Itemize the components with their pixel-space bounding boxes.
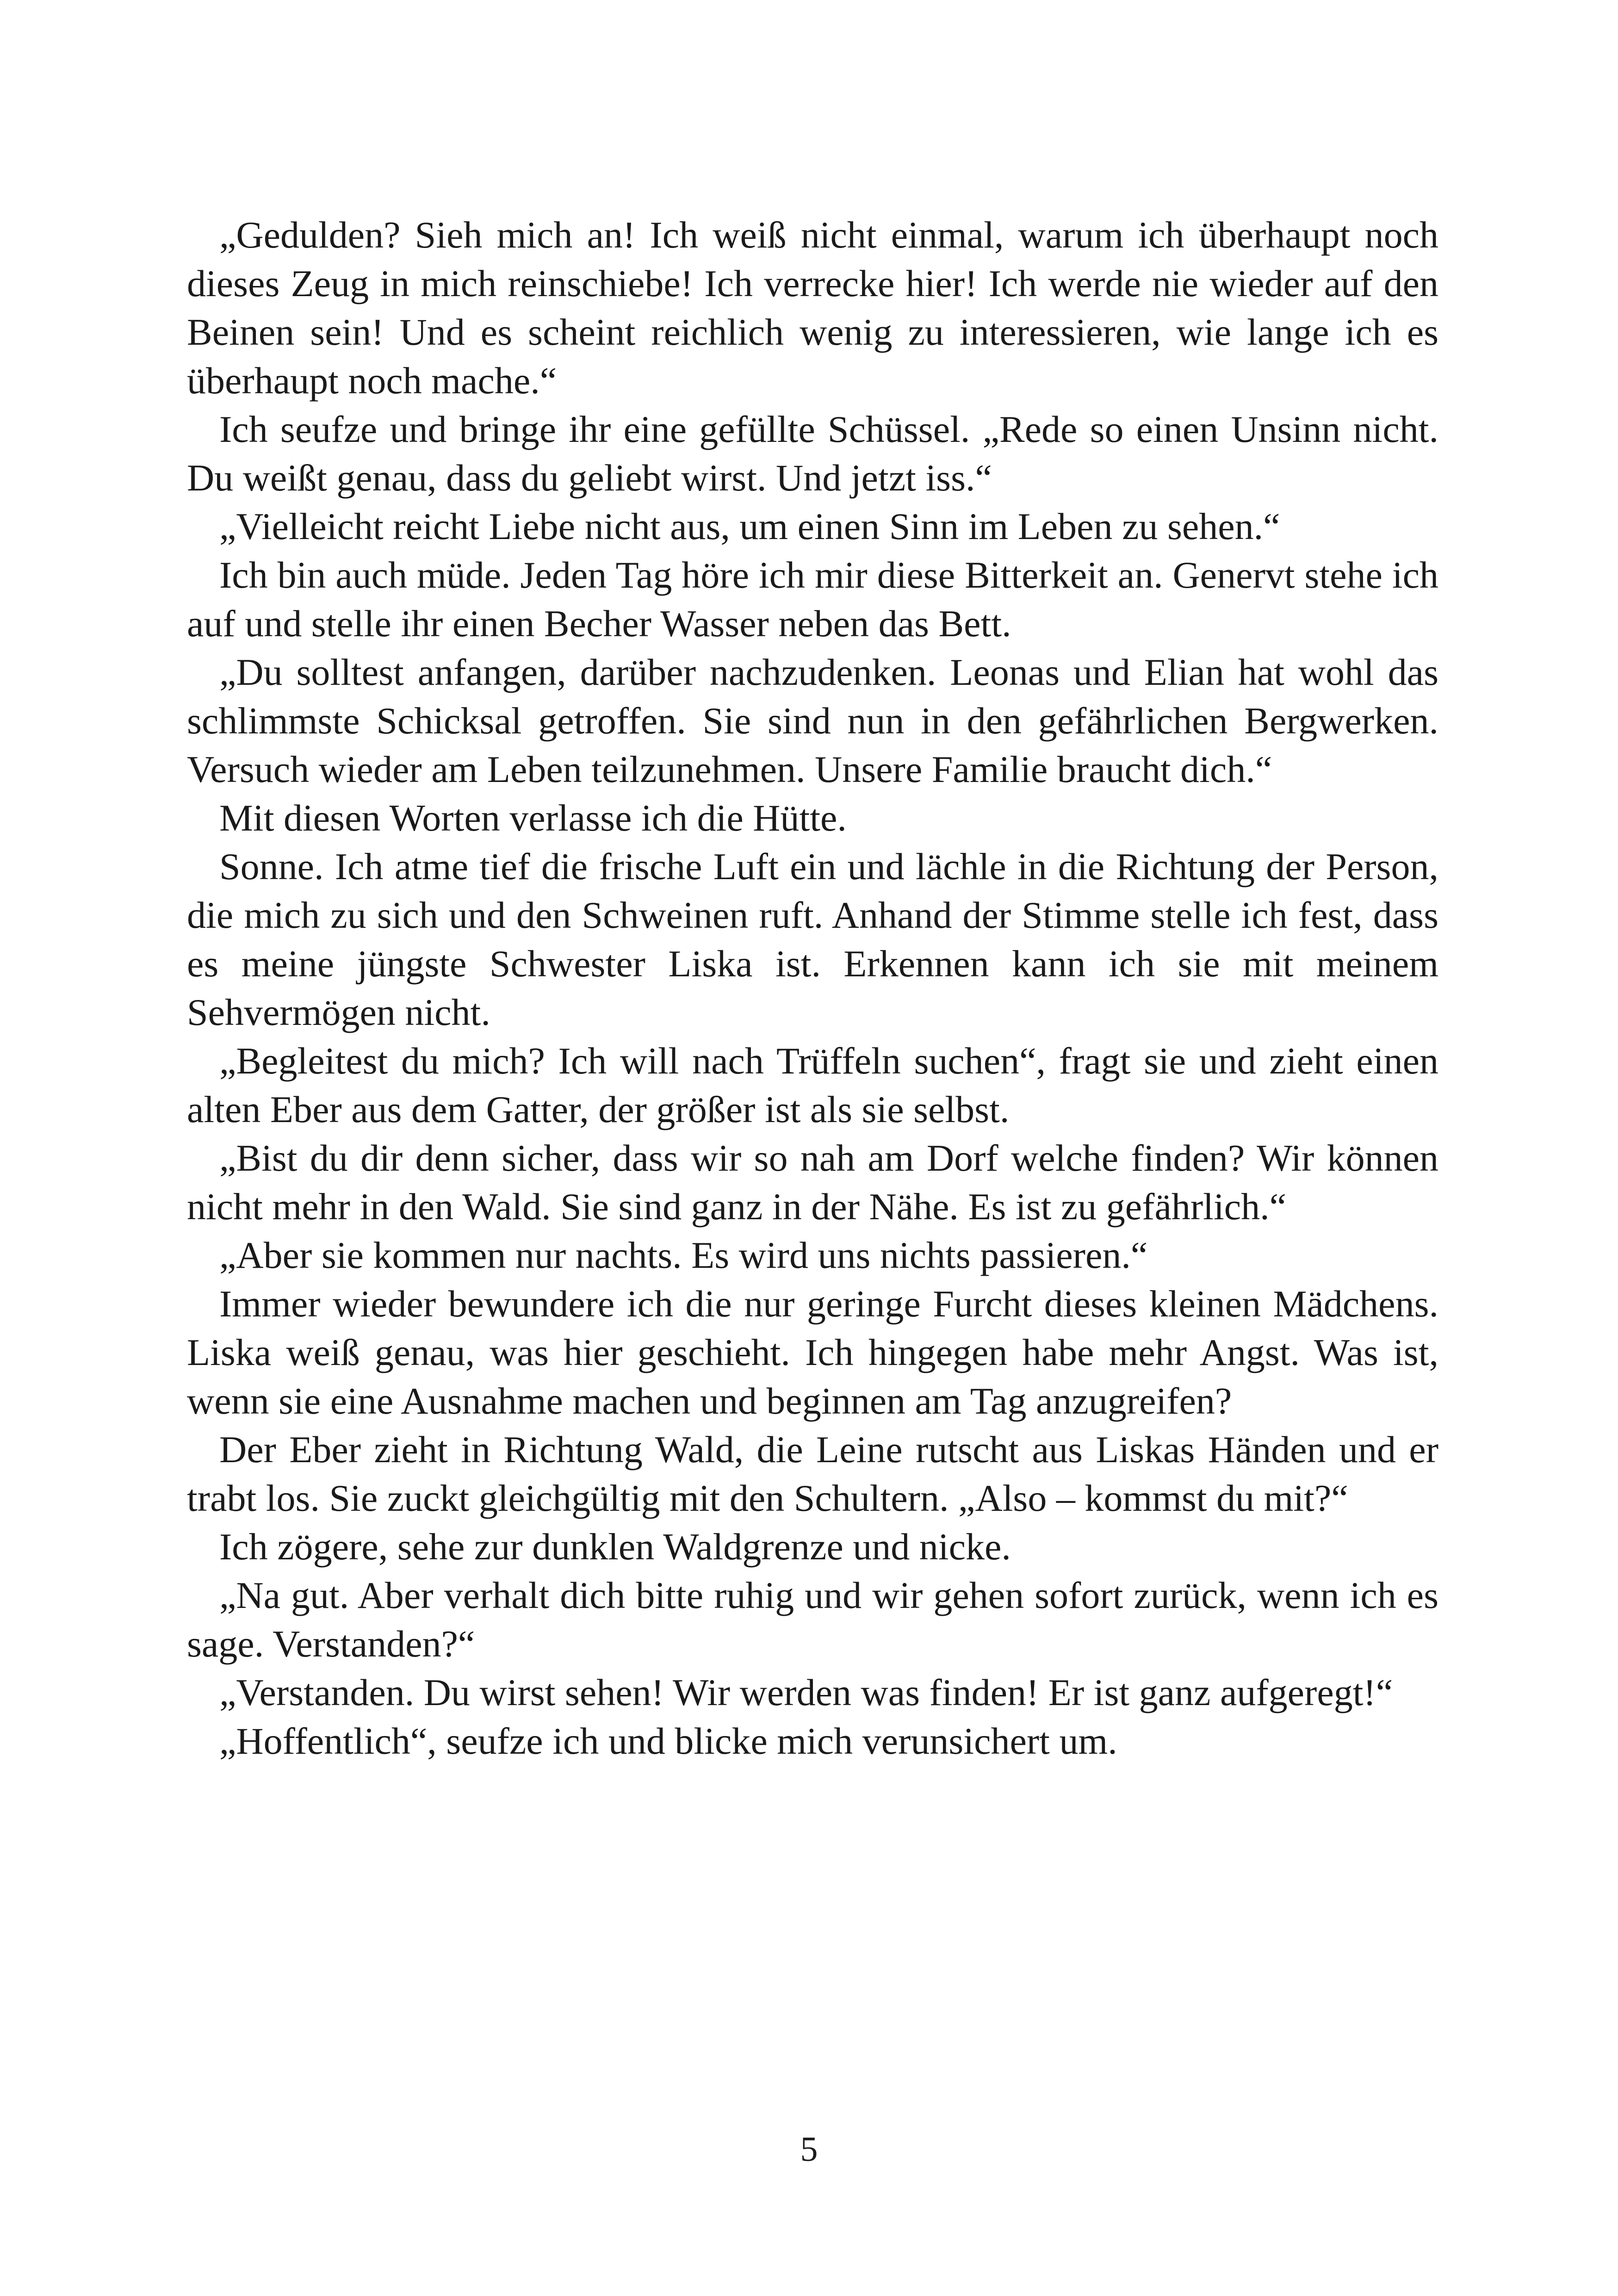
paragraph: „Bist du dir denn sicher, dass wir so nah am Dorf welche finden? Wir können nicht mehr in den Wald. Sie sind ganz in der Nähe. Es ist zu gefährlich.“ — [187, 1137, 1438, 1228]
paragraph: „Hoffentlich“, seufze ich und blicke mich verunsichert um. — [219, 1720, 1117, 1762]
paragraph: Der Eber zieht in Richtung Wald, die Leine rutscht aus Liskas Händen und er trabt los. Sie zuckt gleichgültig mit den Schultern. „Also – kommst du mit?“ — [187, 1428, 1438, 1519]
body-text — [187, 211, 1438, 1765]
paragraph: „Du solltest anfangen, darüber nachzudenken. Leonas und Elian hat wohl das schlimmste Schicksal getroffen. Sie sind nun in den gefährlichen Bergwerken. Versuch wieder am Leben teilzunehmen. Unsere Familie braucht dich.“ — [187, 651, 1438, 790]
page-number: 5 — [800, 2130, 818, 2169]
paragraph: „Aber sie kommen nur nachts. Es wird uns nichts passieren.“ — [219, 1234, 1148, 1276]
paragraph: „Verstanden. Du wirst sehen! Wir werden was finden! Er ist ganz aufgeregt!“ — [219, 1671, 1393, 1713]
paragraph: Ich bin auch müde. Jeden Tag höre ich mir diese Bitterkeit an. Genervt stehe ich auf und stelle ihr einen Becher Wasser neben das Bett. — [187, 554, 1438, 645]
paragraph: Sonne. Ich atme tief die frische Luft ein und lächle in die Richtung der Person, die mich zu sich und den Schweinen ruft. Anhand der Stimme stelle ich fest, dass es meine jüngste Schwester Liska ist. Erkennen kann ich sie mit meinem Sehvermögen nicht. — [187, 845, 1438, 1033]
paragraph: „Vielleicht reicht Liebe nicht aus, um einen Sinn im Leben zu sehen.“ — [219, 505, 1280, 547]
paragraph: Ich zögere, sehe zur dunklen Waldgrenze und nicke. — [219, 1526, 1011, 1568]
paragraph: „Begleitest du mich? Ich will nach Trüffeln suchen“, fragt sie und zieht einen alten Eber aus dem Gatter, der größer ist als sie selbst. — [187, 1040, 1438, 1130]
paragraph: „Na gut. Aber verhalt dich bitte ruhig und wir gehen sofort zurück, wenn ich es sage. Verstanden?“ — [187, 1574, 1438, 1665]
paragraph: „Gedulden? Sieh mich an! Ich weiß nicht einmal, warum ich überhaupt noch dieses Zeug in mich reinschiebe! Ich verrecke hier! Ich werde nie wieder auf den Beinen sein! Und es scheint reichlich wenig zu interessieren, wie lange ich es überhaupt noch mache.“ — [187, 214, 1438, 402]
paragraph: Mit diesen Worten verlasse ich die Hütte. — [219, 797, 847, 839]
paragraph: Immer wieder bewundere ich die nur geringe Furcht dieses kleinen Mädchens. Liska weiß genau, was hier geschieht. Ich hingegen habe mehr Angst. Was ist, wenn sie eine Ausnahme machen und beginnen am Tag anzugreifen? — [187, 1283, 1438, 1422]
paragraph: Ich seufze und bringe ihr eine gefüllte Schüssel. „Rede so einen Unsinn nicht. Du weißt genau, dass du geliebt wirst. Und jetzt iss.“ — [187, 408, 1438, 499]
